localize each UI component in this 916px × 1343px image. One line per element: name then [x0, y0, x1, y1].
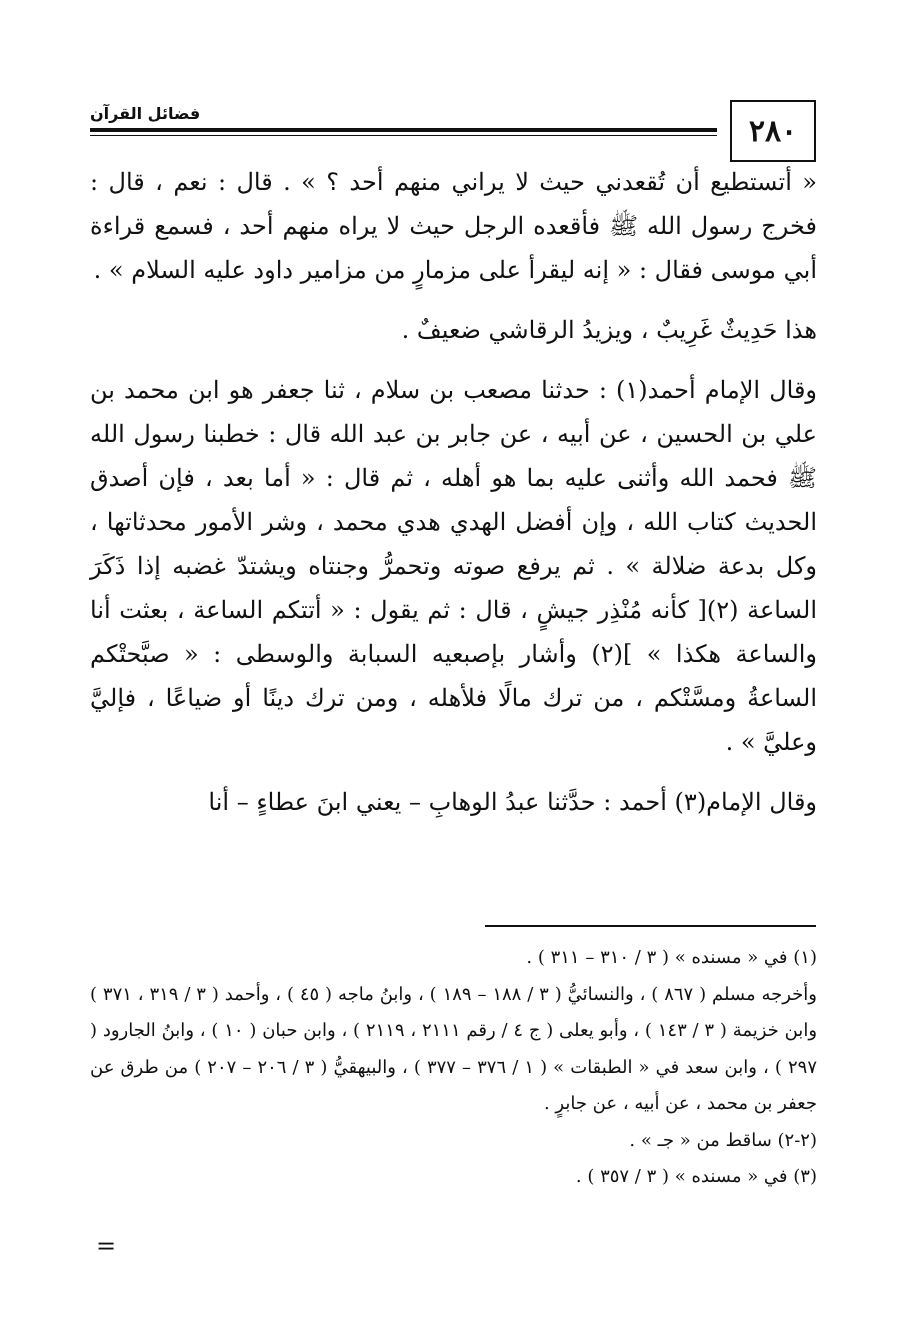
footnote-rule	[485, 925, 816, 927]
header-rule-thin	[90, 135, 717, 136]
continuation-mark: =	[96, 1232, 117, 1260]
paragraph-1: « أتستطيع أن تُقعدني حيث لا يراني منهم أحد ؟ » . قال : نعم ، قال : فخرج رسول الله ﷺ فأقعده الرجل حيث لا يراه منهم أحد ، فسمع قراءة أبي موسى فقال : « إنه ليقرأ على مزمارٍ من مزامير داود عليه السلام » .	[90, 168, 817, 284]
page-number: ٢٨٠	[748, 113, 798, 149]
header-rule-thick	[90, 128, 717, 132]
footnote-3: (٣) في « مسنده » ( ٣ / ٣٥٧ ) .	[575, 1166, 817, 1187]
paragraph-4: وقال الإمام(٣) أحمد : حدَّثنا عبدُ الوهابِ – يعني ابنَ عطاءٍ – أنا	[208, 788, 817, 816]
footnotes	[90, 940, 817, 1196]
running-title: فضائل القرآن	[90, 104, 201, 123]
footnote-1: (١) في « مسنده » ( ٣ / ٣١٠ – ٣١١ ) .	[526, 947, 817, 968]
paragraph-2: هذا حَدِيثٌ غَرِيبٌ ، ويزيدُ الرقاشي ضعيفٌ .	[401, 316, 817, 344]
page-number-box	[730, 100, 816, 162]
footnote-1-detail: وأخرجه مسلم ( ٨٦٧ ) ، والنسائيُّ ( ٣ / ١٨٨ – ١٨٩ ) ، وابنُ ماجه ( ٤٥ ) ، وأحمد ( ٣ / ٣١٩ ، ٣٧١ ) وابن خزيمة ( ٣ / ١٤٣ ) ، وأبو يعلى ( ج ٤ / رقم ٢١١١ ، ٢١١٩ ) ، وابن حبان ( ١٠ ) ، وابنُ الجارود ( ٢٩٧ ) ، وابن سعد في « الطبقات » ( ١ / ٣٧٦ – ٣٧٧ ) ، والبيهقيُّ ( ٣ / ٢٠٦ – ٢٠٧ ) من طرق عن جعفر بن محمد ، عن أبيه ، عن جابرٍ .	[90, 983, 818, 1114]
footnote-2: (٢-٢) ساقط من « جـ » .	[629, 1129, 817, 1151]
paragraph-3: وقال الإمام أحمد(١) : حدثنا مصعب بن سلام ، ثنا جعفر هو ابن محمد بن علي بن الحسين ، عن أبيه ، عن جابر بن عبد الله قال : خطبنا رسول الله ﷺ فحمد الله وأثنى عليه بما هو أهله ، ثم قال : « أما بعد ، فإن أصدق الحديث كتاب الله ، وإن أفضل الهدي هدي محمد ، وشر الأمور محدثاتها ، وكل بدعة ضلالة » . ثم يرفع صوته وتحمرُّ وجنتاه ويشتدّ غضبه إذا ذَكَرَ الساعة (٢)[ كأنه مُنْذِر جيشٍ ، قال : ثم يقول : « أتتكم الساعة ، بعثت أنا والساعة هكذا » ](٢) وأشار بإصبعيه السبابة والوسطى : « صبَّحتْكم الساعةُ ومسَّتْكم ، من ترك مالًا فلأهله ، ومن ترك دينًا أو ضياعًا ، فإليَّ وعليَّ » .	[90, 376, 818, 756]
body-text	[90, 160, 817, 824]
